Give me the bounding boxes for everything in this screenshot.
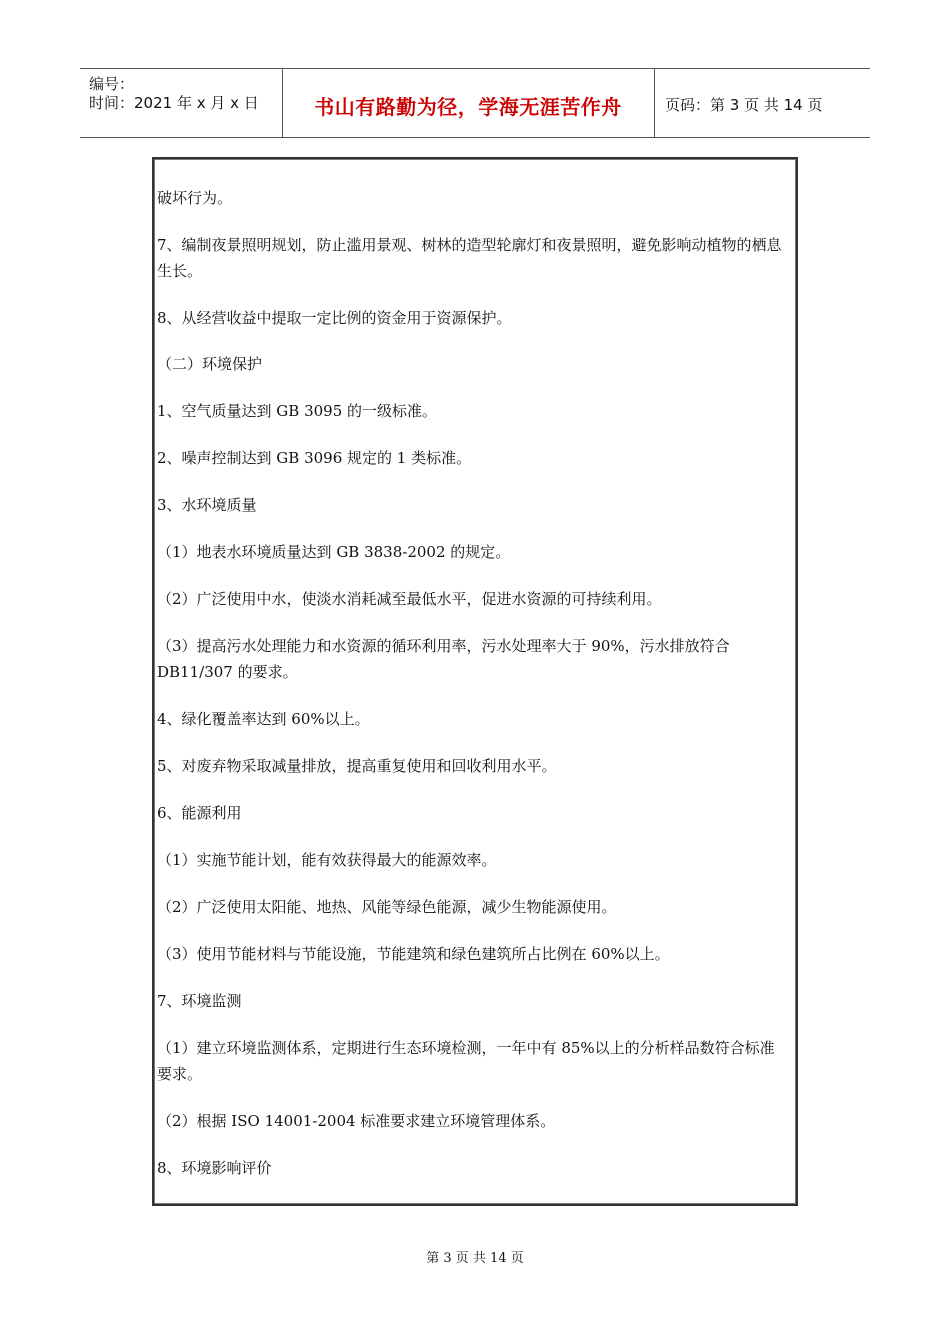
- paragraph: 3、水环境质量: [157, 496, 257, 514]
- paragraph: （2）广泛使用太阳能、地热、风能等绿色能源，减少生物能源使用。: [157, 898, 617, 916]
- paragraph: （2）根据 ISO 14001-2004 标准要求建立环境管理体系。: [157, 1112, 556, 1130]
- paragraph: （3）使用节能材料与节能设施，节能建筑和绿色建筑所占比例在 60%以上。: [157, 945, 670, 963]
- paragraph: 5、对废弃物采取减量排放，提高重复使用和回收利用水平。: [157, 757, 557, 775]
- paragraph: 7、编制夜景照明规划，防止滥用景观、树林的造型轮廓灯和夜景照明，避免影响动植物的栖息生长。: [157, 236, 782, 280]
- paragraph: 1、空气质量达到 GB 3095 的一级标准。: [157, 402, 438, 420]
- paragraph: 4、绿化覆盖率达到 60%以上。: [157, 710, 370, 728]
- paragraph: 7、环境监测: [157, 992, 242, 1010]
- paragraph: 破坏行为。: [157, 189, 233, 207]
- header-info-cell: [80, 69, 283, 137]
- paragraph: 8、环境影响评价: [157, 1159, 272, 1177]
- header-motto-cell: [282, 69, 655, 137]
- header-page-cell: [655, 69, 870, 137]
- serial-number-label: 编号：: [89, 75, 135, 93]
- motto-text: 书山有路勤为径，学海无涯苦作舟: [314, 95, 622, 119]
- date-label: 时间：2021 年 x 月 x 日: [89, 94, 259, 112]
- page-code-label: 页码：第 3 页 共 14 页: [665, 96, 823, 114]
- page-footer: 第 3 页 共 14 页: [426, 1251, 524, 1266]
- section-heading: （二）环境保护: [157, 355, 263, 373]
- paragraph: （1）实施节能计划，能有效获得最大的能源效率。: [157, 851, 497, 869]
- paragraph: （3）提高污水处理能力和水资源的循环利用率，污水处理率大于 90%，污水排放符合 DB11/307 的要求。: [157, 637, 730, 681]
- paragraph: （1）建立环境监测体系，定期进行生态环境检测，一年中有 85%以上的分析样品数符合标准要求。: [157, 1039, 775, 1083]
- paragraph: 8、从经营收益中提取一定比例的资金用于资源保护。: [157, 309, 512, 327]
- paragraph: （1）地表水环境质量达到 GB 3838-2002 的规定。: [157, 543, 511, 561]
- paragraph: （2）广泛使用中水，使淡水消耗减至最低水平，促进水资源的可持续利用。: [157, 590, 662, 608]
- content-frame: [152, 157, 798, 1206]
- paragraph: 6、能源利用: [157, 804, 242, 822]
- document-header: [80, 68, 870, 138]
- paragraph: 2、噪声控制达到 GB 3096 规定的 1 类标准。: [157, 449, 472, 467]
